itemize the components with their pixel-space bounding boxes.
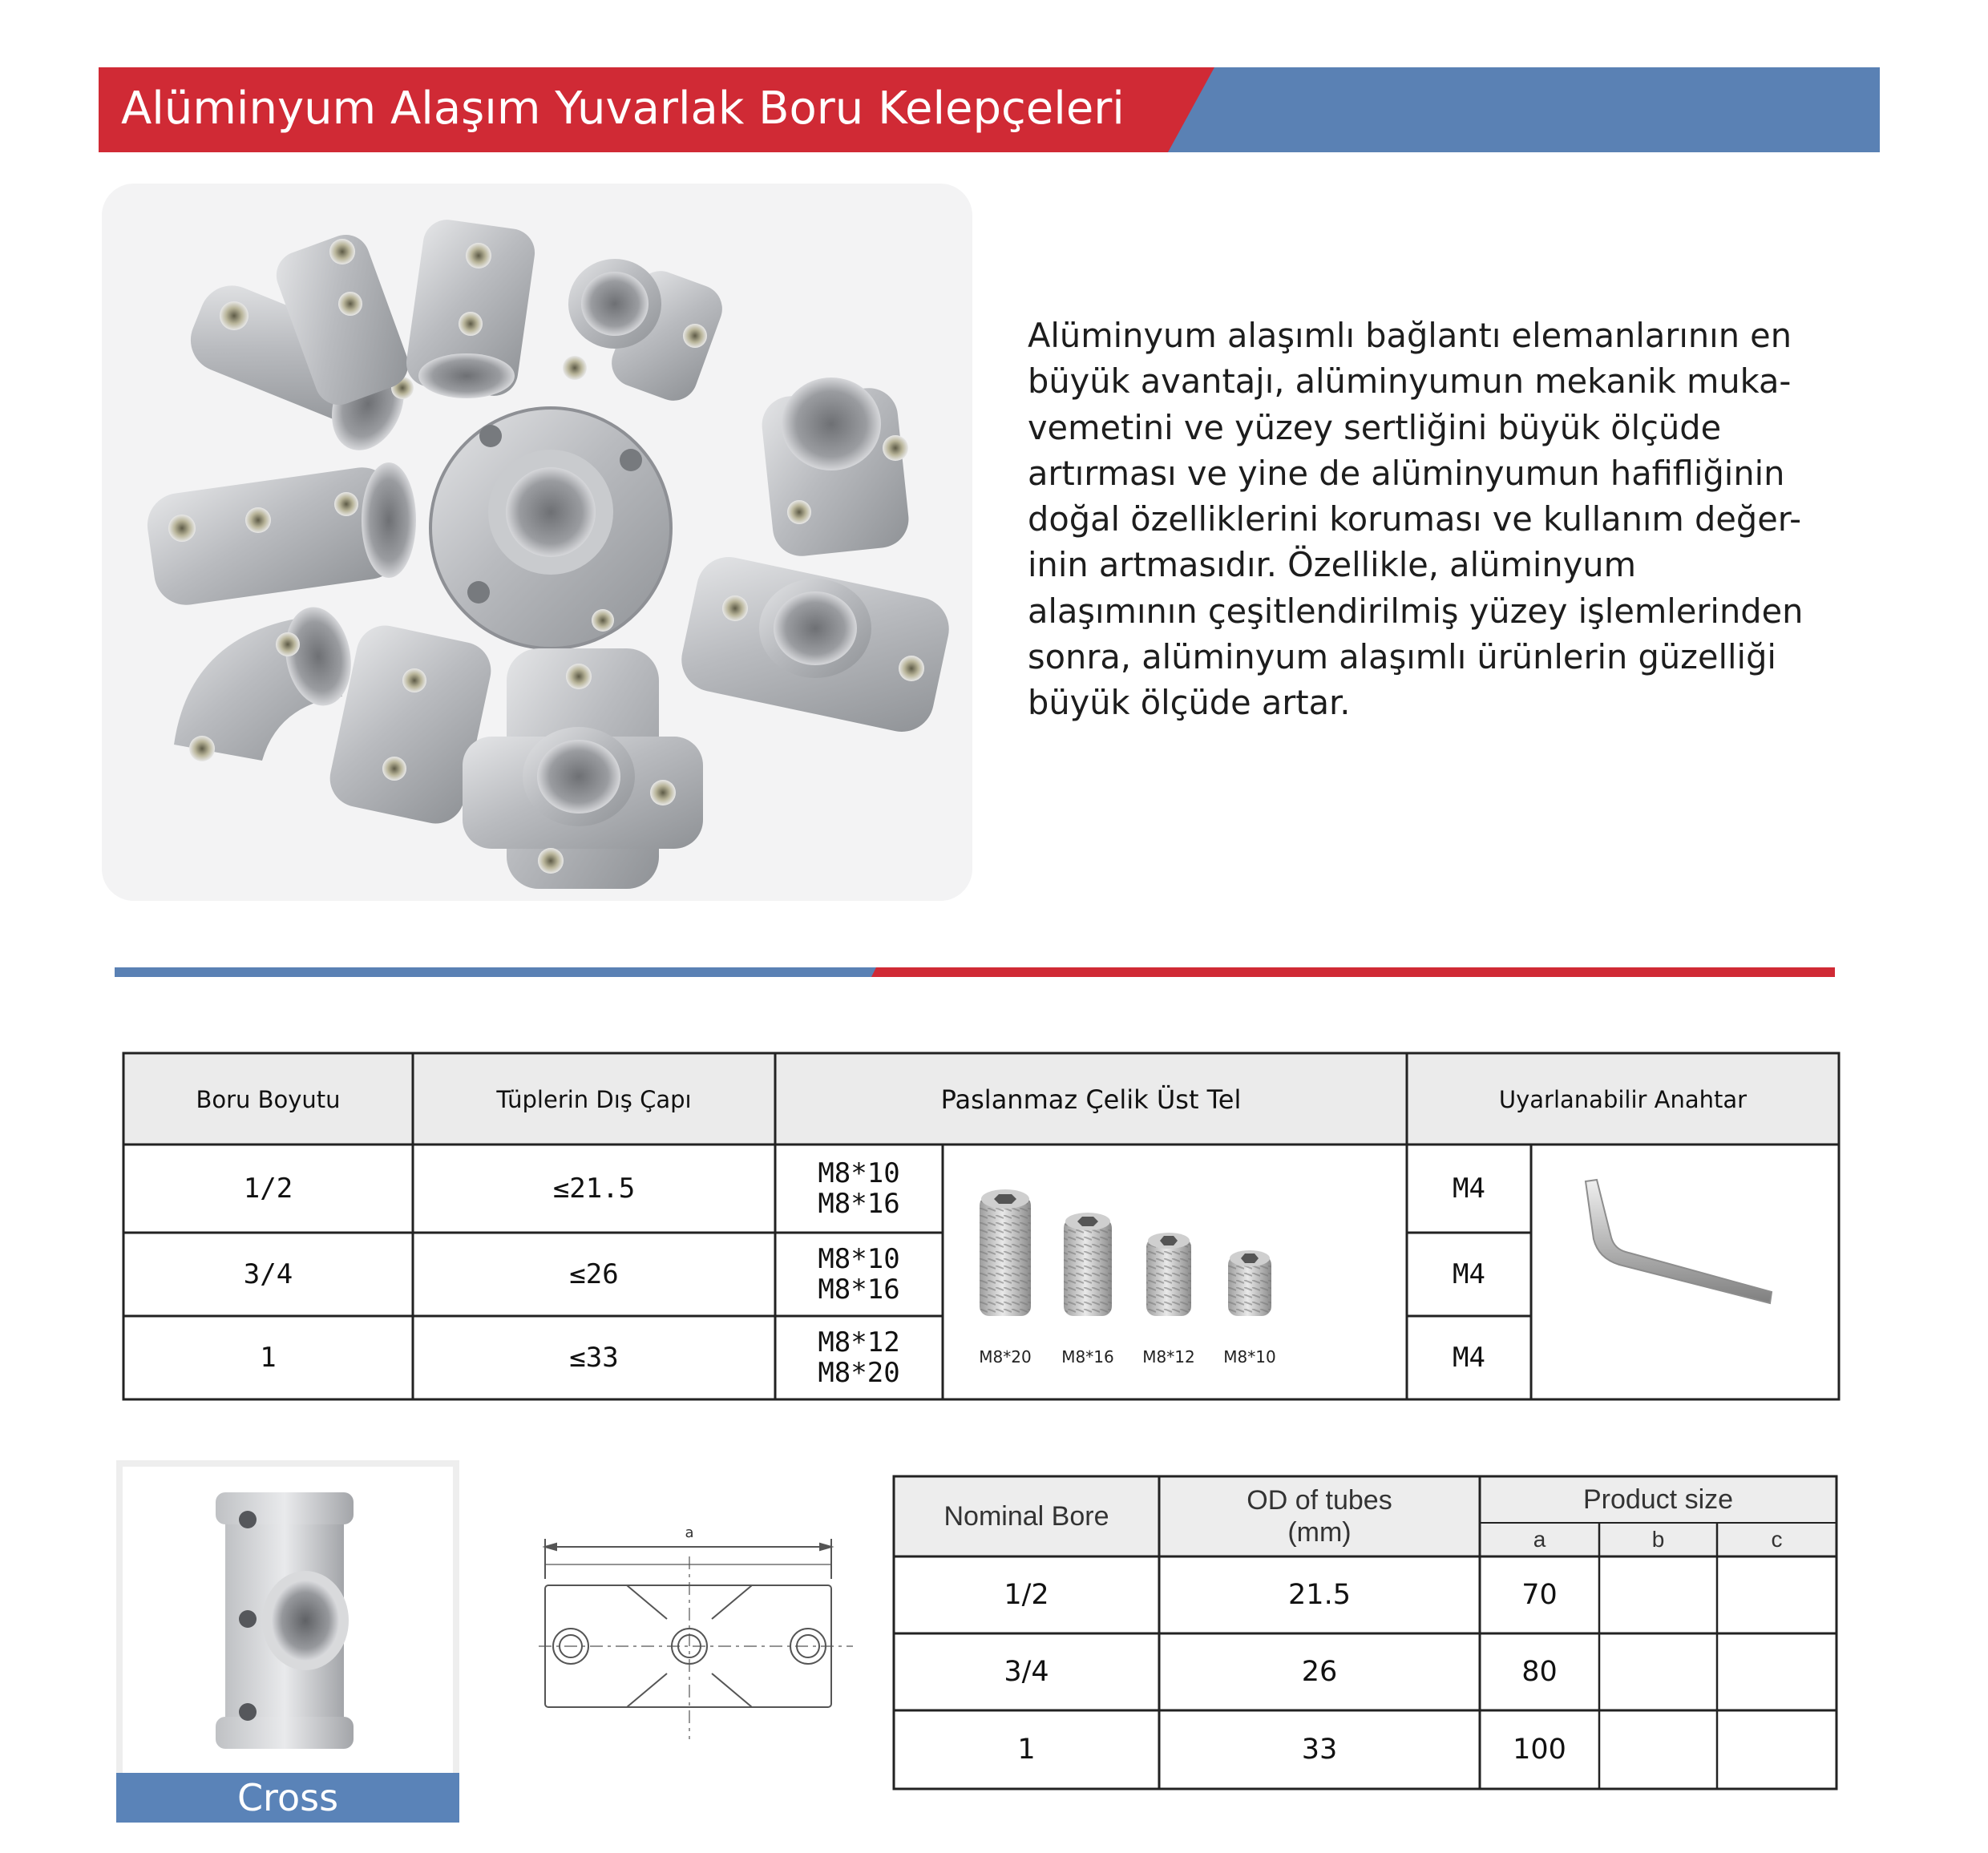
screw-label: M8*16 bbox=[1061, 1347, 1114, 1367]
table-cell-key: M4 bbox=[1453, 1258, 1485, 1290]
description-line: doğal özelliklerini koruması ve kullanım değer- bbox=[1028, 499, 1802, 539]
header-product-size: Product size bbox=[1582, 1484, 1734, 1515]
description-line: Alüminyum alaşımlı bağlantı elemanlarının en bbox=[1028, 316, 1792, 355]
screw-size: M8*12 bbox=[818, 1326, 900, 1358]
table-cell-size: 1 bbox=[260, 1342, 277, 1374]
product-card-cross bbox=[116, 1460, 459, 1823]
table-cell-a: 70 bbox=[1521, 1579, 1558, 1611]
header-pipe-size: Boru Boyutu bbox=[196, 1086, 341, 1113]
technical-drawing bbox=[539, 1515, 859, 1747]
cross-fitting-photo-icon bbox=[123, 1467, 453, 1773]
table-cell-od: 33 bbox=[1301, 1734, 1338, 1766]
product-card-label: Cross bbox=[116, 1773, 459, 1823]
table-cell-bore: 1 bbox=[1017, 1734, 1036, 1766]
table-cell-b bbox=[1599, 1710, 1717, 1789]
table-cell-c bbox=[1717, 1710, 1836, 1789]
screw-size: M8*16 bbox=[818, 1188, 900, 1220]
description-line: büyük ölçüde artar. bbox=[1028, 683, 1351, 723]
table-cell-b bbox=[1599, 1556, 1717, 1633]
description-line: vemetini ve yüzey sertliğini büyük ölçüde bbox=[1028, 407, 1722, 447]
header-od-line1: OD of tubes bbox=[1247, 1485, 1392, 1516]
header-key: Uyarlanabilir Anahtar bbox=[1498, 1086, 1748, 1113]
dimension-label: a bbox=[685, 1524, 694, 1541]
table-cell-bore: 3/4 bbox=[1004, 1656, 1049, 1688]
set-screws-icon bbox=[948, 1172, 1396, 1380]
screw-label: M8*10 bbox=[1223, 1347, 1276, 1367]
table-cell-od: ≤33 bbox=[569, 1342, 619, 1374]
table-cell-bore: 1/2 bbox=[1004, 1579, 1049, 1611]
screw-label: M8*12 bbox=[1142, 1347, 1195, 1367]
description-line: alaşımının çeşitlendirilmiş yüzey işlemlerinden bbox=[1028, 591, 1804, 631]
table-cell-od: ≤26 bbox=[569, 1258, 619, 1290]
table-cell-key: M4 bbox=[1453, 1342, 1485, 1374]
screw-size: M8*10 bbox=[818, 1243, 900, 1275]
header-c: c bbox=[1771, 1527, 1783, 1552]
product-size-table bbox=[892, 1475, 1838, 1790]
header-tube-od: Tüplerin Dış Çapı bbox=[496, 1086, 692, 1113]
section-divider bbox=[115, 966, 1835, 979]
description-line: artırması ve yine de alüminyumun hafifliğinin bbox=[1028, 453, 1785, 493]
header-b: b bbox=[1651, 1527, 1665, 1552]
screw-label: M8*20 bbox=[979, 1347, 1032, 1367]
header-banner bbox=[99, 67, 1880, 152]
allen-key-icon bbox=[1557, 1172, 1829, 1348]
table-cell-key: M4 bbox=[1453, 1173, 1485, 1205]
table-cell-a: 100 bbox=[1513, 1734, 1566, 1766]
table-cell-od: ≤21.5 bbox=[552, 1173, 636, 1205]
product-card-image bbox=[123, 1467, 453, 1773]
description-line: inin artmasıdır. Özellikle, alüminyum bbox=[1028, 545, 1636, 585]
table-cell-b bbox=[1599, 1633, 1717, 1710]
table-cell-size: 3/4 bbox=[243, 1258, 293, 1290]
table-cell-size: 1/2 bbox=[243, 1173, 293, 1205]
screw-size: M8*10 bbox=[818, 1157, 900, 1189]
table-cell-a: 80 bbox=[1521, 1656, 1558, 1688]
description-line: sonra, alüminyum alaşımlı ürünlerin güzelliği bbox=[1028, 637, 1776, 677]
table-cell-screws bbox=[775, 1144, 943, 1233]
header-a: a bbox=[1533, 1527, 1546, 1552]
product-description bbox=[1028, 313, 1845, 726]
divider-bar bbox=[115, 966, 1835, 979]
header-od-line2: (mm) bbox=[1287, 1517, 1352, 1548]
flange-drawing-icon bbox=[539, 1515, 859, 1747]
table-cell-od: 26 bbox=[1301, 1656, 1338, 1688]
description-line: büyük avantajı, alüminyumun mekanik muka- bbox=[1028, 361, 1792, 402]
table-cell-od: 21.5 bbox=[1288, 1579, 1351, 1611]
header-set-screw: Paslanmaz Çelik Üst Tel bbox=[940, 1084, 1242, 1115]
spec-table bbox=[122, 1052, 1841, 1401]
table-cell-screws bbox=[775, 1233, 943, 1316]
page-title: Alüminyum Alaşım Yuvarlak Boru Kelepçeleri bbox=[121, 83, 1125, 135]
header-nominal-bore: Nominal Bore bbox=[943, 1500, 1109, 1532]
header-od bbox=[1159, 1476, 1480, 1556]
screw-size: M8*16 bbox=[818, 1274, 900, 1306]
hero-product-photo bbox=[102, 184, 972, 901]
table-cell-c bbox=[1717, 1556, 1836, 1633]
aluminum-fittings-photo-icon bbox=[102, 184, 972, 901]
screw-size: M8*20 bbox=[818, 1357, 900, 1389]
table-cell-c bbox=[1717, 1633, 1836, 1710]
table-cell-screws bbox=[775, 1316, 943, 1399]
